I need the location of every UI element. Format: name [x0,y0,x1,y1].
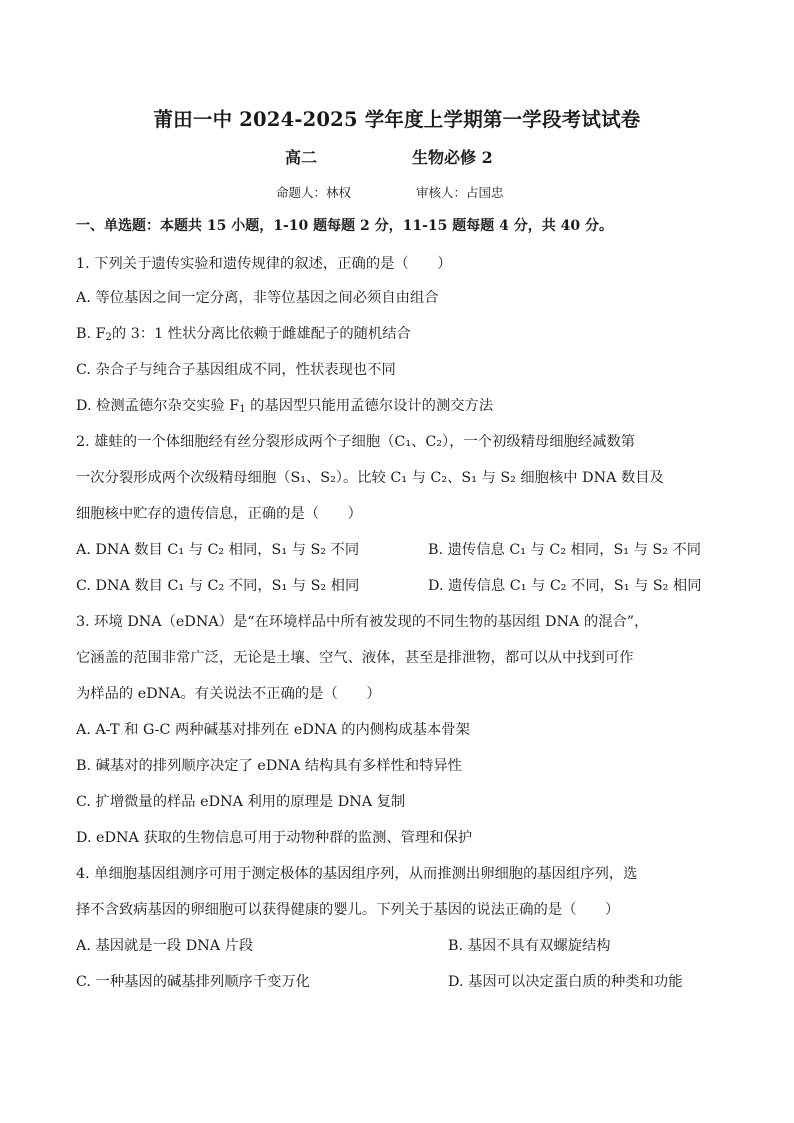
q1-option-d [76,396,493,416]
q4-stem-line1: 4. 单细胞基因组测序可用于测定极体的基因组序列，从而推测出卵细胞的基因组序列，选 [76,866,638,882]
q1-option-d-post: 的基因型只能用孟德尔设计的测交方法 [245,398,494,414]
q3-stem-line1: 3. 环境 DNA（eDNA）是“在环境样品中所有被发现的不同生物的基因组 DNA 的混合”， [76,614,649,630]
q4-option-a: A. 基因就是一段 DNA 片段 [76,938,254,954]
q1-option-b [76,324,411,344]
subject-label: 生物必修 2 [412,148,493,167]
q3-option-d: D. eDNA 获取的生物信息可用于动物种群的监测、管理和保护 [76,830,473,846]
q1-option-b-post: 的 3：1 性状分离比依赖于雌雄配子的随机结合 [111,326,411,342]
q4-option-b: B. 基因不具有双螺旋结构 [448,938,611,954]
q2-option-c: C. DNA 数目 C₁ 与 C₂ 不同，S₁ 与 S₂ 相同 [76,578,360,594]
q4-option-d: D. 基因可以决定蛋白质的种类和功能 [448,974,683,990]
q3-option-a: A. A-T 和 G-C 两种碱基对排列在 eDNA 的内侧构成基本骨架 [76,722,470,738]
author-label: 命题人：林权 [276,185,352,200]
q1-option-b-pre: B. F [76,326,106,342]
q1-option-d-sub: 1 [239,404,246,415]
q4-stem-line2: 择不含致病基因的卵细胞可以获得健康的婴儿。下列关于基因的说法正确的是（ ） [76,902,620,918]
exam-title: 莆田一中 2024-2025 学年度上学期第一学段考试试卷 [153,108,641,131]
q4-option-c: C. 一种基因的碱基排列顺序千变万化 [76,974,310,990]
q2-option-d: D. 遗传信息 C₁ 与 C₂ 不同，S₁ 与 S₂ 相同 [428,578,702,594]
q2-stem-line3: 细胞核中贮存的遗传信息，正确的是（ ） [76,506,362,522]
q1-option-a: A. 等位基因之间一定分离，非等位基因之间必须自由组合 [76,290,439,306]
q1-option-c: C. 杂合子与纯合子基因组成不同，性状表现也不同 [76,362,396,378]
section-heading: 一、单选题：本题共 15 小题，1-10 题每题 2 分，11-15 题每题 4 分，共 40 分。 [76,218,613,234]
q1-option-b-sub: 2 [105,332,112,343]
q3-option-b: B. 碱基对的排列顺序决定了 eDNA 结构具有多样性和特异性 [76,758,462,774]
reviewer-label: 审核人：占国忠 [416,185,504,200]
q3-stem-line2: 它涵盖的范围非常广泛，无论是土壤、空气、液体，甚至是排泄物，都可以从中找到可作 [76,650,634,666]
q2-stem-line1: 2. 雄蛙的一个体细胞经有丝分裂形成两个子细胞（C₁、C₂），一个初级精母细胞经减数第 [76,434,636,450]
q3-option-c: C. 扩增微量的样品 eDNA 利用的原理是 DNA 复制 [76,794,406,810]
grade-label: 高二 [285,148,318,167]
q1-stem: 1. 下列关于遗传实验和遗传规律的叙述，正确的是（ ） [76,256,452,272]
q2-option-a: A. DNA 数目 C₁ 与 C₂ 相同，S₁ 与 S₂ 不同 [76,542,360,558]
q2-option-b: B. 遗传信息 C₁ 与 C₂ 相同，S₁ 与 S₂ 不同 [428,542,702,558]
q1-option-d-pre: D. 检测孟德尔杂交实验 F [76,398,240,414]
q2-stem-line2: 一次分裂形成两个次级精母细胞（S₁、S₂）。比较 C₁ 与 C₂、S₁ 与 S₂ 细胞核中 DNA 数目及 [76,470,664,486]
q3-stem-line3: 为样品的 eDNA。有关说法不正确的是（ ） [76,686,381,702]
